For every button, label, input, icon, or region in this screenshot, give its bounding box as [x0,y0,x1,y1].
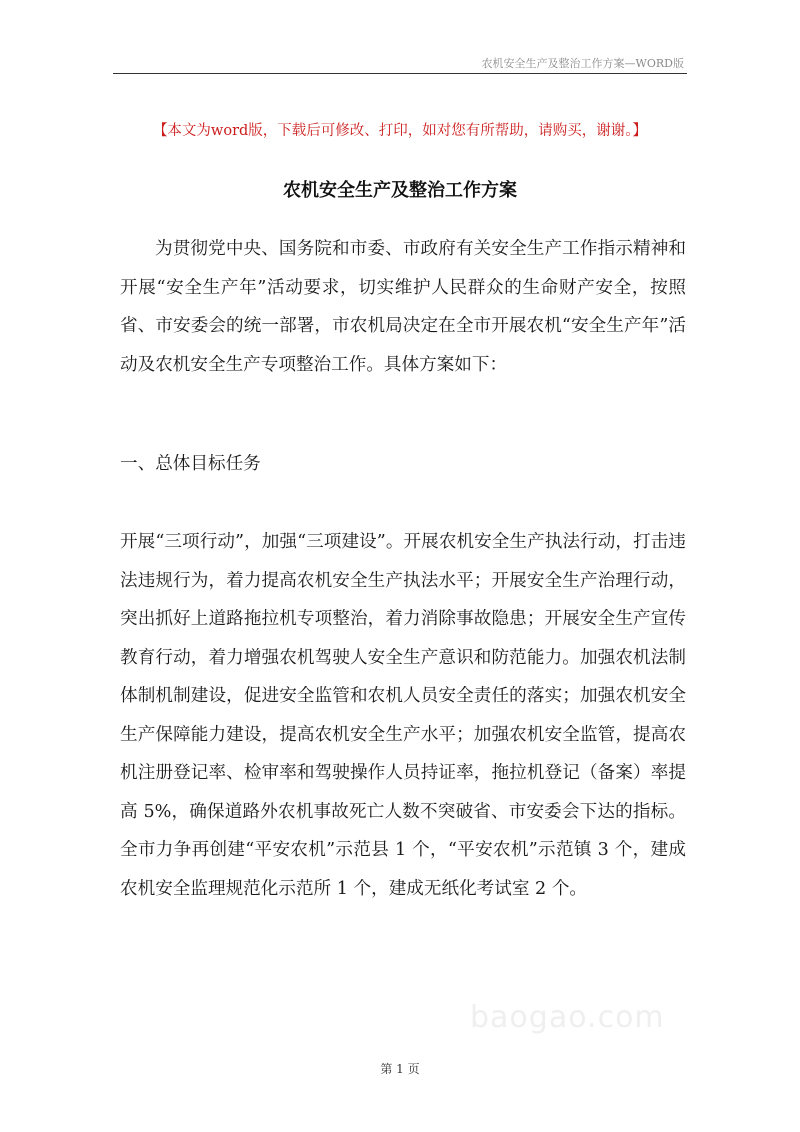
section-paragraph: 开展“三项行动”，加强“三项建设”。开展农机安全生产执法行动，打击违法违规行为，着力提高农机安全生产执法水平；开展安全生产治理行动，突出抓好上道路拖拉机专项整治，着力消除事故隐患；开展安全生产宣传教育行动，着力增强农机驾驶人安全生产意识和防范能力。加强农机法制体制机制建设，促进安全监管和农机人员安全责任的落实；加强农机安全生产保障能力建设，提高农机安全生产水平；加强农机安全监管，提高农机注册登记率、检审率和驾驶操作人员持证率，拖拉机登记（备案）率提高 5%，确保道路外农机事故死亡人数不突破省、市安委会下达的指标。全市力争再创建“平安农机”示范县 1 个，“平安农机”示范镇 3 个，建成农机安全监理规范化示范所 1 个，建成无纸化考试室 2 个。 [120,532,686,899]
section-heading: 一、总体目标任务 [120,454,261,474]
watermark: baogao.com [470,1000,665,1035]
header-divider [113,73,687,74]
intro-paragraph: 为贯彻党中央、国务院和市委、市政府有关安全生产工作指示精神和开展“安全生产年”活动要求，切实维护人民群众的生命财产安全，按照省、市安委会的统一部署，市农机局决定在全市开展农机“安全生产年”活动及农机安全生产专项整治工作。具体方案如下： [120,239,686,375]
page-number: 第 1 页 [380,1062,420,1076]
running-header: 农机安全生产及整治工作方案—WORD版 [481,57,684,70]
download-notice: 【本文为word版，下载后可修改、打印，如对您有所帮助，请购买，谢谢。】 [152,123,648,139]
document-title: 农机安全生产及整治工作方案 [283,180,517,201]
